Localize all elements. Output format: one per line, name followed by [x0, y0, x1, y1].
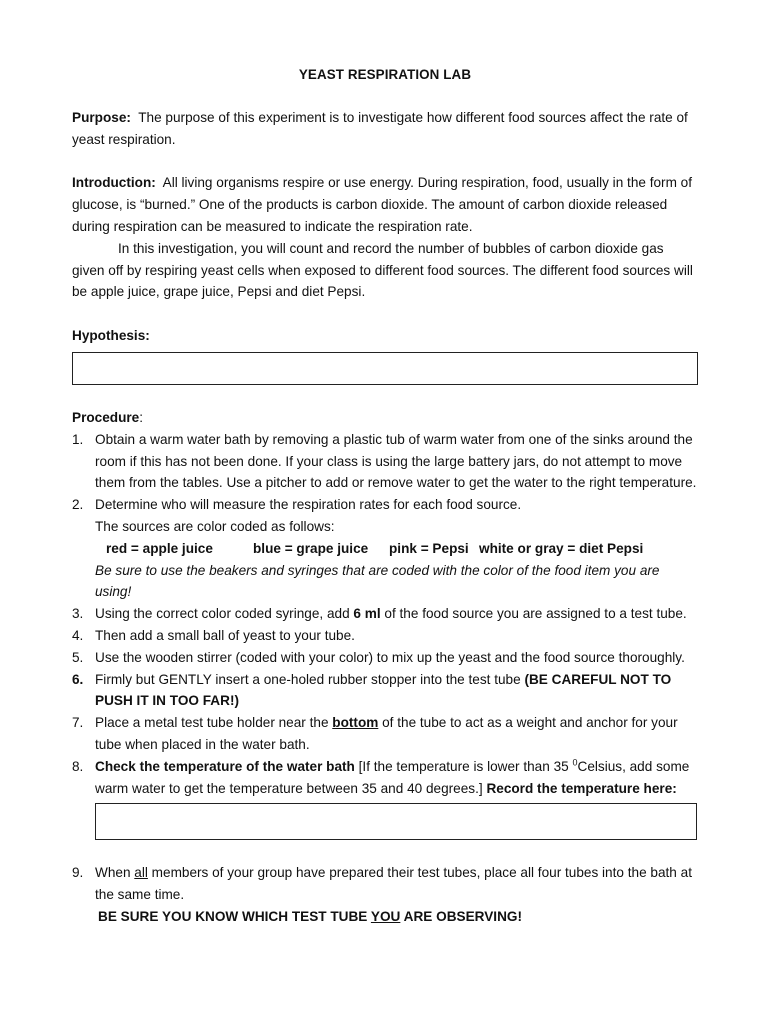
procedure-step-8	[72, 756, 698, 800]
step-number: 3.	[72, 606, 84, 622]
procedure-step-4	[72, 625, 698, 647]
step-text: Firmly but GENTLY insert a one-holed rubber stopper into the test tube	[95, 671, 525, 687]
introduction-text: All living organisms respire or use energy. During respiration, food, usually in the form of glucose, is “burned.” One of the products is carbon dioxide. The amount of carbon dioxide released during respiration can be measured to indicate the respiration rate.	[72, 175, 693, 234]
introduction-paragraph-2: In this investigation, you will count and record the number of bubbles of carbon dioxide gas given off by respiring yeast cells when exposed to different food sources. The different food sources will be apple juice, grape juice, Pepsi and diet Pepsi.	[72, 240, 693, 300]
introduction-label: Introduction:	[72, 175, 156, 191]
color-code-list	[95, 538, 698, 560]
step-text-2: Celsius, add some warm water to get the temperature between 35 and 40 degrees.]	[95, 758, 690, 796]
step-text-end: members of your group have prepared their test tubes, place all four tubes into the bath at the same time.	[95, 865, 692, 903]
degree-superscript: 0	[572, 757, 578, 768]
step-text: Place a metal test tube holder near the	[95, 715, 333, 731]
procedure-heading	[72, 407, 698, 429]
procedure-step-1	[72, 429, 698, 494]
procedure-step-3	[72, 603, 698, 625]
purpose-paragraph	[72, 107, 698, 151]
step-text-end: of the tube to act as a weight and anchor for your tube when placed in the water bath.	[95, 715, 678, 752]
step-text: Obtain a warm water bath by removing a plastic tub of warm water from one of the sinks around the room if this has not been done. If your class is using the large battery jars, do not attempt to move them from the tables. Use a pitcher to add or remove water to get the water to the right temperature.	[95, 431, 697, 491]
step-number: 1.	[72, 431, 84, 447]
introduction-paragraph	[72, 172, 698, 237]
step-text: Use the wooden stirrer (coded with your color) to mix up the yeast and the food source thoroughly.	[95, 649, 685, 665]
step-text: Determine who will measure the respiration rates for each food source.	[95, 497, 522, 513]
procedure-list	[72, 429, 698, 800]
page-title: YEAST RESPIRATION LAB	[298, 67, 472, 82]
step-number: 9.	[72, 865, 84, 881]
step-text-2: The sources are color coded as follows:	[95, 518, 335, 534]
step-number: 2.	[72, 497, 84, 513]
step-text: Then add a small ball of yeast to your tube.	[95, 627, 355, 643]
procedure-step-2	[72, 494, 698, 603]
color-code-pink: pink = Pepsi	[389, 540, 469, 556]
procedure-step-9	[72, 862, 698, 927]
step-text-end: of the food source you are assigned to a test tube.	[380, 606, 687, 622]
color-code-red: red = apple juice	[106, 540, 213, 556]
procedure-step-7	[72, 712, 698, 756]
procedure-step-6	[72, 669, 698, 713]
step-number: 4.	[72, 627, 84, 643]
step-emphasis: all	[134, 865, 148, 881]
step-number: 8.	[72, 758, 84, 774]
observation-warning: BE SURE YOU KNOW WHICH TEST TUBE YOU ARE OBSERVING!	[98, 908, 522, 924]
step-text: [If the temperature is lower than 35	[354, 758, 573, 774]
step-amount: 6 ml	[353, 606, 381, 622]
record-temperature-label: Record the temperature here:	[486, 780, 677, 796]
procedure-step-5	[72, 647, 698, 669]
procedure-colon: :	[139, 409, 144, 425]
step-number: 6.	[72, 671, 84, 687]
observation-warning-emphasis: YOU	[370, 908, 401, 924]
step-warning: (BE CAREFUL NOT TO PUSH IT IN TOO FAR!)	[95, 671, 672, 709]
procedure-label: Procedure	[72, 409, 140, 425]
temperature-answer-box[interactable]	[95, 803, 697, 840]
step-text: Using the correct color coded syringe, add	[95, 606, 354, 622]
color-code-blue: blue = grape juice	[253, 540, 369, 556]
hypothesis-answer-box[interactable]	[72, 352, 698, 385]
purpose-label: Purpose:	[72, 109, 131, 125]
color-code-white: white or gray = diet Pepsi	[479, 540, 644, 556]
step-instruction: Check the temperature of the water bath	[95, 758, 355, 774]
color-code-note: Be sure to use the beakers and syringes that are coded with the color of the food item you are using!	[95, 562, 660, 600]
procedure-list-continued	[72, 862, 698, 927]
step-text: When	[95, 865, 135, 881]
purpose-text: The purpose of this experiment is to investigate how different food sources affect the rate of yeast respiration.	[72, 109, 688, 147]
hypothesis-label: Hypothesis:	[72, 328, 150, 344]
worksheet-page	[72, 64, 698, 928]
step-emphasis: bottom	[332, 715, 379, 731]
step-number: 7.	[72, 715, 84, 731]
step-number: 5.	[72, 649, 84, 665]
hypothesis-heading	[72, 325, 698, 347]
